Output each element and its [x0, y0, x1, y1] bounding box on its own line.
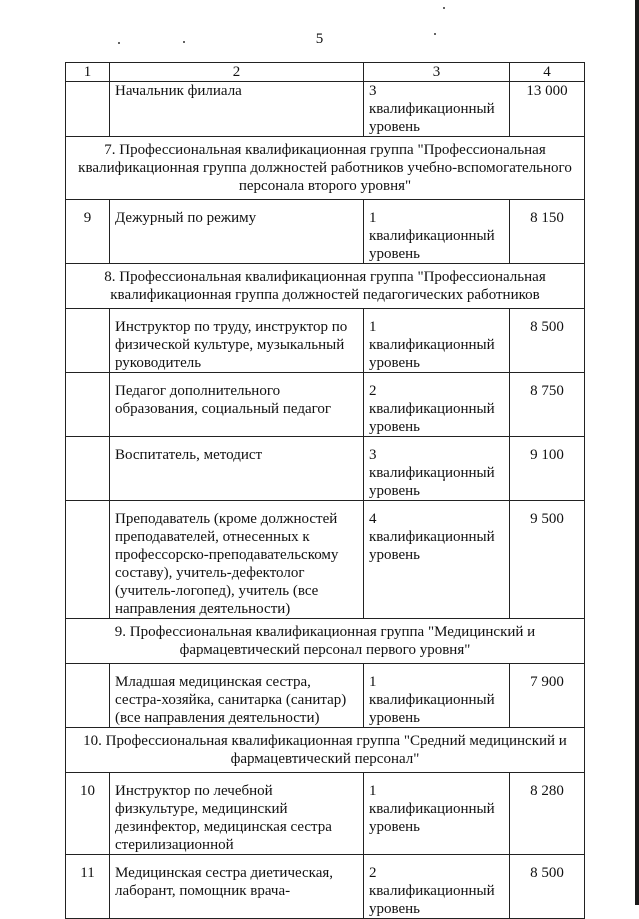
position-title: Воспитатель, методист: [110, 437, 364, 501]
group-row: [66, 137, 585, 200]
qualification-level: 3 квалификационный уровень: [364, 82, 510, 137]
position-title: Инструктор по лечебной физкультуре, медицинский дезинфектор, медицинская сестра стерилизационной: [110, 773, 364, 855]
group-heading: 8. Профессиональная квалификационная группа "Профессиональная квалификационная группа должностей педагогических работников: [66, 264, 585, 309]
column-header: 4: [510, 63, 585, 82]
group-row: [66, 728, 585, 773]
column-header: 1: [66, 63, 110, 82]
table-header-row: [66, 63, 585, 82]
position-title: Дежурный по режиму: [110, 200, 364, 264]
qualification-level: 1 квалификационный уровень: [364, 773, 510, 855]
table-row: [66, 437, 585, 501]
row-number: [66, 664, 110, 728]
group-heading: 7. Профессиональная квалификационная группа "Профессиональная квалификационная группа должностей работников учебно-вспомогательного персонала второго уровня": [66, 137, 585, 200]
group-heading: 9. Профессиональная квалификационная группа "Медицинский и фармацевтический персонал первого уровня": [66, 619, 585, 664]
position-title: Начальник филиала: [110, 82, 364, 137]
group-row: [66, 264, 585, 309]
position-title: Младшая медицинская сестра, сестра-хозяйка, санитарка (санитар) (все направления деятельности): [110, 664, 364, 728]
row-number: [66, 437, 110, 501]
table-row: [66, 501, 585, 619]
salary-value: 8 750: [510, 373, 585, 437]
position-title: Медицинская сестра диетическая, лаборант, помощник врача-: [110, 855, 364, 919]
row-number: [66, 82, 110, 137]
table-row: [66, 773, 585, 855]
column-header: 3: [364, 63, 510, 82]
qualification-level: 1 квалификационный уровень: [364, 664, 510, 728]
qualification-level: 1 квалификационный уровень: [364, 200, 510, 264]
salary-table: [65, 62, 585, 919]
position-title: Инструктор по труду, инструктор по физической культуре, музыкальный руководитель: [110, 309, 364, 373]
table-row: [66, 373, 585, 437]
salary-value: 9 100: [510, 437, 585, 501]
scan-speck: [118, 42, 120, 44]
row-number: [66, 501, 110, 619]
salary-value: 8 280: [510, 773, 585, 855]
scan-edge: [635, 0, 639, 905]
position-title: Педагог дополнительного образования, социальный педагог: [110, 373, 364, 437]
row-number: 10: [66, 773, 110, 855]
table-row: [66, 200, 585, 264]
scan-speck: [443, 7, 445, 9]
qualification-level: 1 квалификационный уровень: [364, 309, 510, 373]
qualification-level: 4 квалификационный уровень: [364, 501, 510, 619]
salary-value: 7 900: [510, 664, 585, 728]
table-row: [66, 82, 585, 137]
table-row: [66, 855, 585, 919]
qualification-level: 2 квалификационный уровень: [364, 855, 510, 919]
qualification-level: 3 квалификационный уровень: [364, 437, 510, 501]
row-number: 11: [66, 855, 110, 919]
table-row: [66, 309, 585, 373]
salary-value: 8 150: [510, 200, 585, 264]
scan-speck: [434, 33, 436, 35]
salary-value: 8 500: [510, 855, 585, 919]
row-number: [66, 373, 110, 437]
position-title: Преподаватель (кроме должностей преподавателей, отнесенных к профессорско-преподавательскому составу), учитель-дефектолог (учитель-логопед), учитель (все направления деятельности): [110, 501, 364, 619]
salary-value: 13 000: [510, 82, 585, 137]
row-number: [66, 309, 110, 373]
table-row: [66, 664, 585, 728]
row-number: 9: [66, 200, 110, 264]
group-row: [66, 619, 585, 664]
qualification-level: 2 квалификационный уровень: [364, 373, 510, 437]
salary-value: 9 500: [510, 501, 585, 619]
column-header: 2: [110, 63, 364, 82]
salary-value: 8 500: [510, 309, 585, 373]
page-number: 5: [315, 31, 324, 47]
scan-speck: [183, 41, 185, 43]
group-heading: 10. Профессиональная квалификационная группа "Средний медицинский и фармацевтический персонал": [66, 728, 585, 773]
